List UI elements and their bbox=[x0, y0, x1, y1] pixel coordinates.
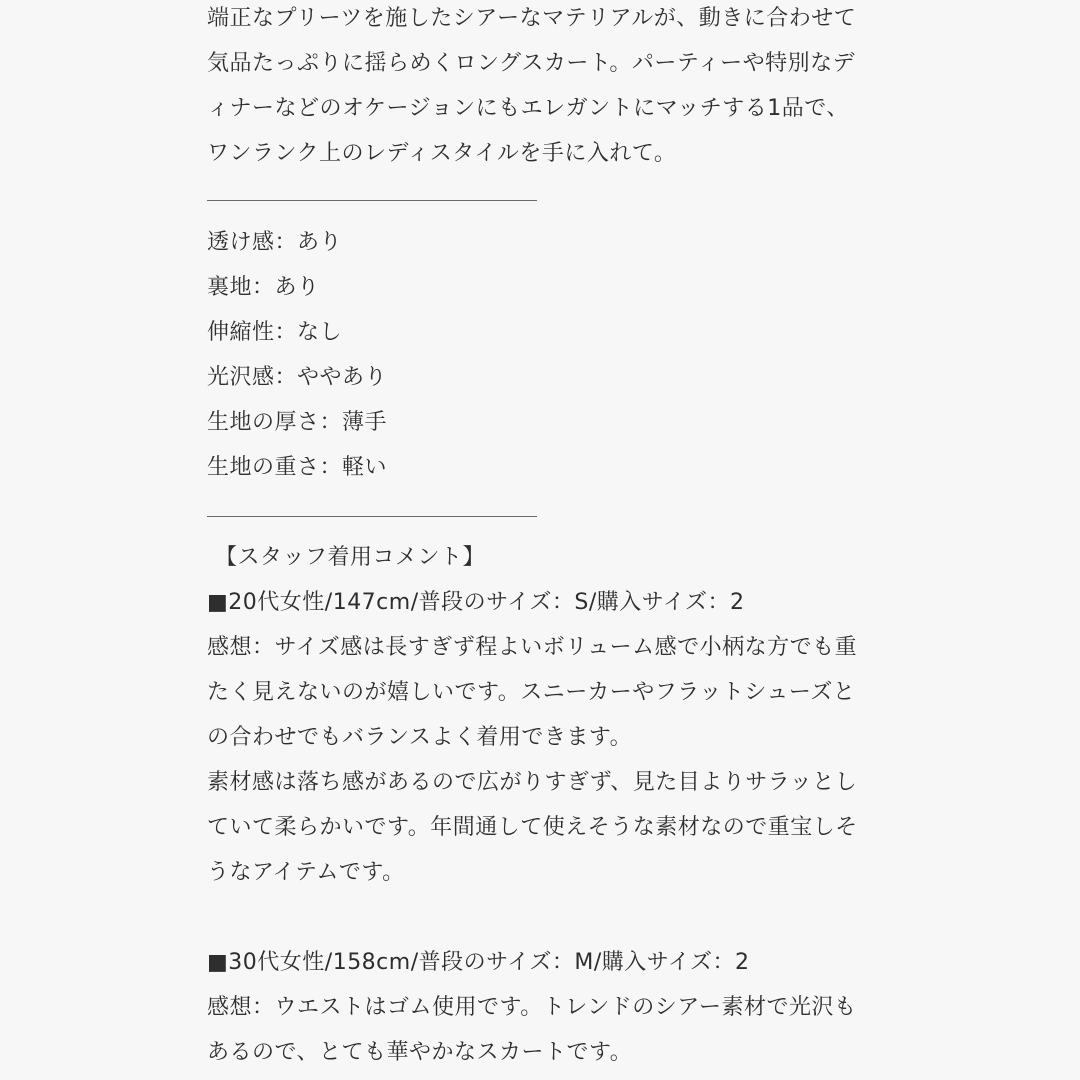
review-line: 感想：ウエストはゴム使用です。トレンドのシアー素材で光沢も bbox=[207, 995, 857, 1020]
staff-comments bbox=[207, 535, 858, 1075]
intro-line: 端正なプリーツを施したシアーなマテリアルが、動きに合わせて bbox=[207, 6, 857, 31]
section-divider bbox=[207, 516, 537, 517]
review-line: 素材感は落ち感があるので広がりすぎず、見た目よりサラッとし bbox=[207, 770, 858, 795]
spec-weight: 生地の重さ：軽い bbox=[207, 455, 388, 480]
review-profile: ■30代女性/158cm/普段のサイズ：M/購入サイズ：2 bbox=[207, 950, 750, 975]
spec-list bbox=[207, 220, 387, 490]
intro-line: ワンランク上のレディスタイルを手に入れて。 bbox=[207, 141, 677, 166]
review-profile: ■20代女性/147cm/普段のサイズ：S/購入サイズ：2 bbox=[207, 590, 745, 615]
spec-thickness: 生地の厚さ：薄手 bbox=[207, 410, 388, 435]
review-line: うなアイテムです。 bbox=[207, 860, 405, 885]
spec-gloss: 光沢感：ややあり bbox=[207, 365, 388, 390]
spec-transparency: 透け感：あり bbox=[207, 230, 343, 255]
staff-comments-heading: 【スタッフ着用コメント】 bbox=[215, 545, 486, 570]
staff-review bbox=[207, 940, 858, 1075]
section-divider bbox=[207, 200, 537, 201]
review-line: たく見えないのが嬉しいです。スニーカーやフラットシューズと bbox=[207, 680, 856, 705]
review-line: 感想：サイズ感は長すぎず程よいボリューム感で小柄な方でも重 bbox=[207, 635, 858, 660]
spec-lining: 裏地：あり bbox=[207, 275, 320, 300]
intro-line: 気品たっぷりに揺らめくロングスカート。パーティーや特別なデ bbox=[207, 51, 856, 76]
review-line: あるので、とても華やかなスカートです。 bbox=[207, 1040, 633, 1065]
review-line: ていて柔らかいです。年間通して使えそうな素材なので重宝しそ bbox=[207, 815, 858, 840]
spacer bbox=[207, 895, 858, 940]
review-line: の合わせでもバランスよく着用できます。 bbox=[207, 725, 633, 750]
spec-stretch: 伸縮性：なし bbox=[207, 320, 343, 345]
intro-line: ィナーなどのオケージョンにもエレガントにマッチする1品で、 bbox=[207, 96, 849, 121]
intro-paragraph bbox=[207, 0, 856, 176]
staff-review bbox=[207, 580, 858, 895]
